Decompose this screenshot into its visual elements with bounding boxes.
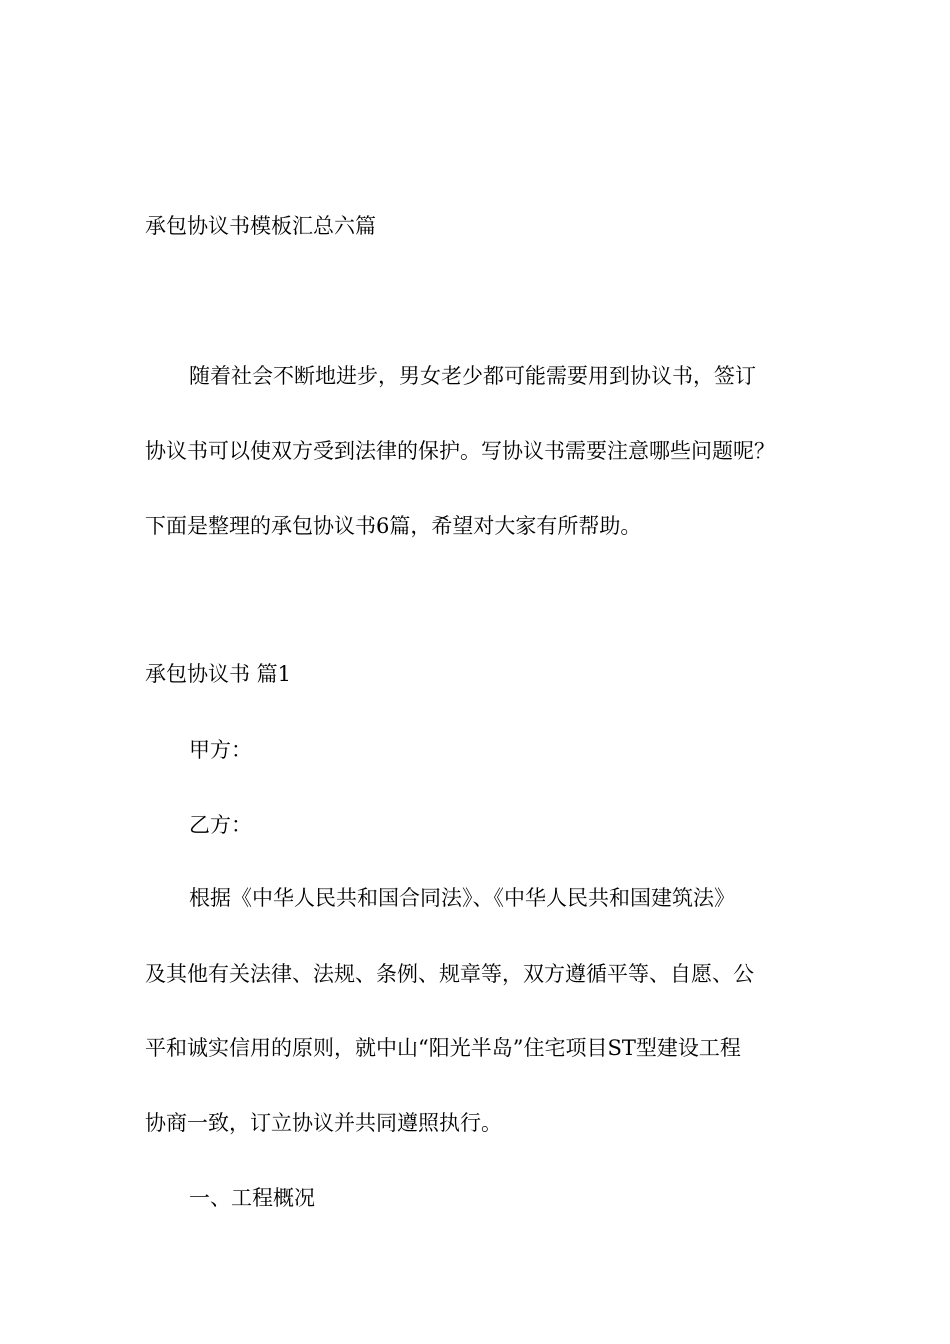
document-title: 承包协议书模板汇总六篇 [145,214,376,238]
body-line-2: 及其他有关法律、法规、条例、规章等，双方遵循平等、自愿、公 [145,962,754,986]
section-heading: 承包协议书 篇1 [145,662,292,686]
body-line-4: 协商一致，订立协议并共同遵照执行。 [145,1111,502,1135]
party-a-label: 甲方： [189,738,252,762]
body-line-3: 平和诚实信用的原则，就中山“阳光半岛”住宅项目ST型建设工程 [145,1036,741,1060]
intro-line-2: 协议书可以使双方受到法律的保护。写协议书需要注意哪些问题呢？ [145,439,775,463]
intro-line-1: 随着社会不断地进步，男女老少都可能需要用到协议书，签订 [189,364,756,388]
party-b-label: 乙方： [189,813,252,837]
clause-1-heading: 一、工程概况 [189,1186,315,1210]
intro-line-3: 下面是整理的承包协议书6篇，希望对大家有所帮助。 [145,514,642,538]
body-line-1: 根据《中华人民共和国合同法》、《中华人民共和国建筑法》 [189,886,735,910]
